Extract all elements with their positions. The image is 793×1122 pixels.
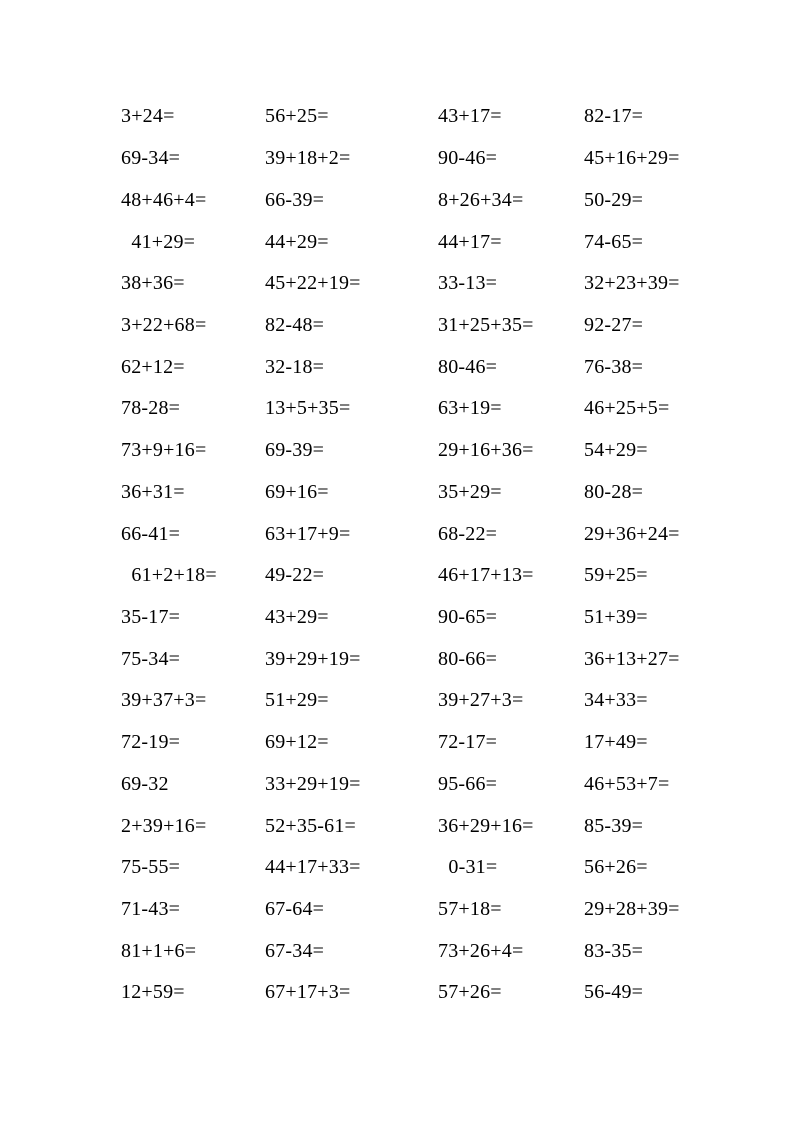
- problem-cell: 76-38=: [584, 355, 644, 378]
- problem-cell: 73+9+16=: [121, 439, 207, 462]
- problem-cell: 39+37+3=: [121, 689, 207, 712]
- problem-cell: 44+17=: [438, 230, 502, 253]
- problem-cell: 46+53+7=: [584, 772, 670, 795]
- problem-cell: 35-17=: [121, 605, 181, 628]
- problem-cell: 56+25=: [265, 105, 329, 128]
- problem-cell: 95-66=: [438, 772, 498, 795]
- problem-cell: 72-19=: [121, 731, 181, 754]
- problem-cell: 32-18=: [265, 355, 325, 378]
- problem-cell: 80-46=: [438, 355, 498, 378]
- problem-cell: 71-43=: [121, 898, 181, 921]
- problem-cell: 46+17+13=: [438, 564, 534, 587]
- problem-cell: 45+16+29=: [584, 147, 680, 170]
- problem-cell: 3+22+68=: [121, 313, 207, 336]
- problem-cell: 82-17=: [584, 105, 644, 128]
- problem-cell: 61+2+18=: [121, 564, 217, 587]
- problem-cell: 29+16+36=: [438, 439, 534, 462]
- problem-cell: 36+13+27=: [584, 647, 680, 670]
- problem-cell: 51+39=: [584, 605, 648, 628]
- problem-cell: 13+5+35=: [265, 397, 351, 420]
- problem-cell: 68-22=: [438, 522, 498, 545]
- problem-cell: 56-49=: [584, 981, 644, 1004]
- problem-cell: 69+12=: [265, 731, 329, 754]
- problem-cell: 34+33=: [584, 689, 648, 712]
- problem-cell: 8+26+34=: [438, 188, 524, 211]
- problem-cell: 29+36+24=: [584, 522, 680, 545]
- problem-cell: 44+17+33=: [265, 856, 361, 879]
- problem-cell: 82-48=: [265, 313, 325, 336]
- problem-cell: 81+1+6=: [121, 939, 197, 962]
- problem-cell: 45+22+19=: [265, 272, 361, 295]
- problem-cell: 33-13=: [438, 272, 498, 295]
- problem-cell: 51+29=: [265, 689, 329, 712]
- problem-cell: 67-64=: [265, 898, 325, 921]
- problem-cell: 39+18+2=: [265, 147, 351, 170]
- problem-cell: 83-35=: [584, 939, 644, 962]
- problem-cell: 63+17+9=: [265, 522, 351, 545]
- worksheet-grid: [121, 96, 754, 1014]
- problem-cell: 39+27+3=: [438, 689, 524, 712]
- problem-cell: 80-66=: [438, 647, 498, 670]
- problem-cell: 33+29+19=: [265, 772, 361, 795]
- problem-cell: 41+29=: [121, 230, 196, 253]
- problem-cell: 12+59=: [121, 981, 185, 1004]
- problem-cell: 32+23+39=: [584, 272, 680, 295]
- problem-cell: 3+24=: [121, 105, 175, 128]
- problem-cell: 69-39=: [265, 439, 325, 462]
- problem-cell: 90-46=: [438, 147, 498, 170]
- problem-cell: 36+29+16=: [438, 814, 534, 837]
- problem-cell: 54+29=: [584, 439, 648, 462]
- problem-cell: 85-39=: [584, 814, 644, 837]
- problem-cell: 66-41=: [121, 522, 181, 545]
- problem-cell: 31+25+35=: [438, 313, 534, 336]
- problem-cell: 69+16=: [265, 480, 329, 503]
- problem-cell: 75-55=: [121, 856, 181, 879]
- problem-cell: 57+26=: [438, 981, 502, 1004]
- problem-cell: 56+26=: [584, 856, 648, 879]
- problem-cell: 73+26+4=: [438, 939, 524, 962]
- problem-cell: 80-28=: [584, 480, 644, 503]
- problem-cell: 66-39=: [265, 188, 325, 211]
- problem-cell: 39+29+19=: [265, 647, 361, 670]
- problem-cell: 59+25=: [584, 564, 648, 587]
- problem-cell: 49-22=: [265, 564, 325, 587]
- problem-cell: 67+17+3=: [265, 981, 351, 1004]
- problem-cell: 2+39+16=: [121, 814, 207, 837]
- problem-cell: 35+29=: [438, 480, 502, 503]
- problem-cell: 43+17=: [438, 105, 502, 128]
- problem-cell: 78-28=: [121, 397, 181, 420]
- problem-cell: 69-34=: [121, 147, 181, 170]
- problem-cell: 50-29=: [584, 188, 644, 211]
- problem-cell: 36+31=: [121, 480, 185, 503]
- problem-cell: 74-65=: [584, 230, 644, 253]
- problem-cell: 90-65=: [438, 605, 498, 628]
- problem-cell: 17+49=: [584, 731, 648, 754]
- problem-cell: 92-27=: [584, 313, 644, 336]
- problem-cell: 48+46+4=: [121, 188, 207, 211]
- problem-cell: 72-17=: [438, 731, 498, 754]
- problem-cell: 63+19=: [438, 397, 502, 420]
- problem-cell: 29+28+39=: [584, 898, 680, 921]
- problem-cell: 75-34=: [121, 647, 181, 670]
- problem-cell: 57+18=: [438, 898, 502, 921]
- problem-cell: 62+12=: [121, 355, 185, 378]
- problem-cell: 52+35-61=: [265, 814, 357, 837]
- problem-cell: 46+25+5=: [584, 397, 670, 420]
- problem-cell: 69-32: [121, 772, 169, 795]
- problem-cell: 67-34=: [265, 939, 325, 962]
- problem-cell: 44+29=: [265, 230, 329, 253]
- problem-cell: 43+29=: [265, 605, 329, 628]
- problem-cell: 38+36=: [121, 272, 185, 295]
- problem-cell: 0-31=: [438, 856, 498, 879]
